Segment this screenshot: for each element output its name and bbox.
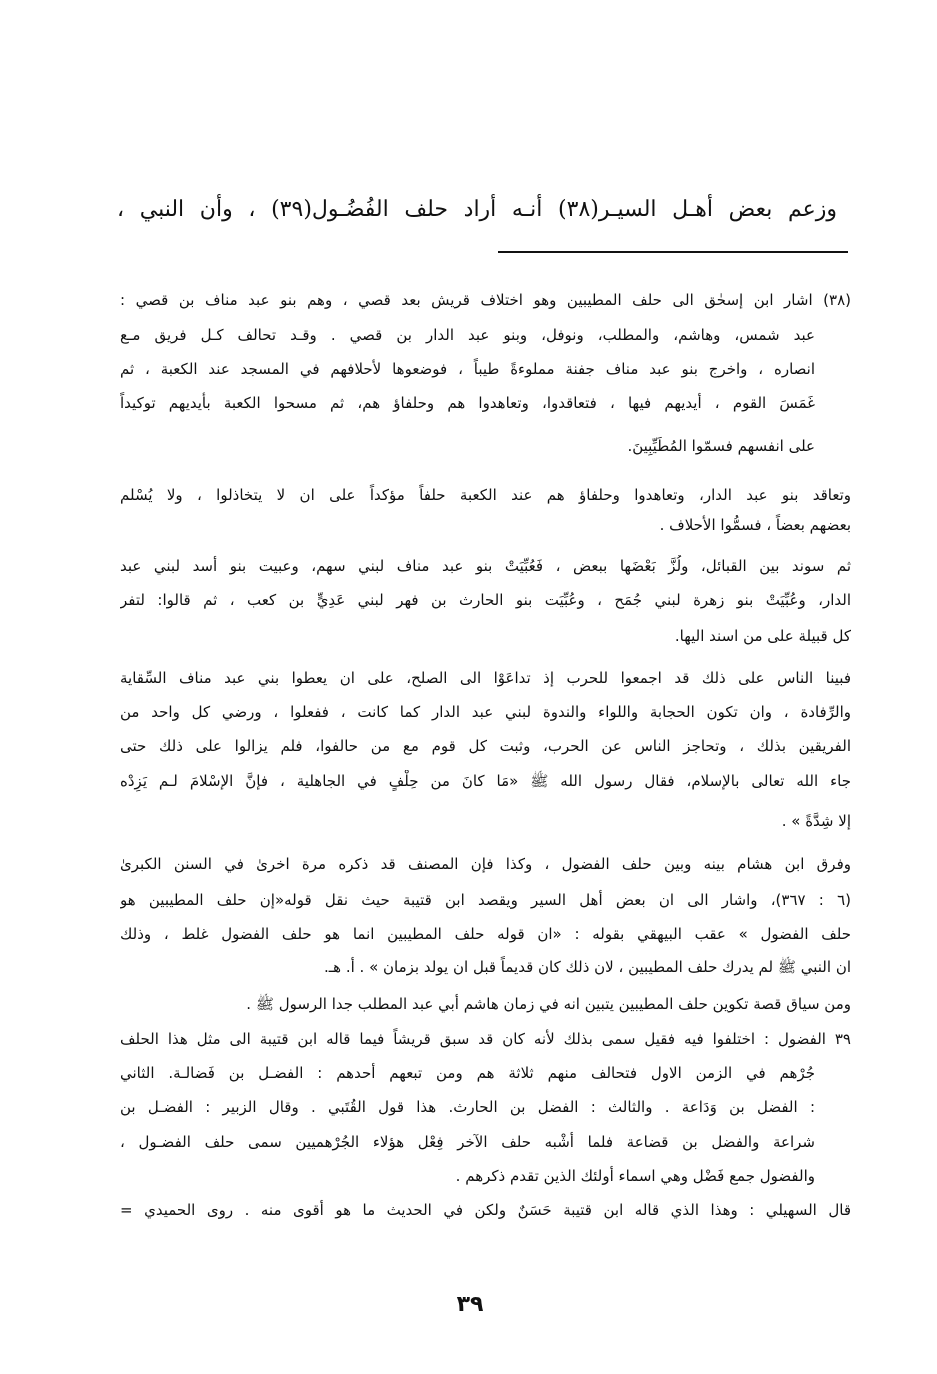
- footnote-38-line: فبينا الناس على ذلك قد اجمعوا للحرب إذ تداعَوْا الى الصلح، على ان يعطوا بني عبد مناف السِّقاية: [120, 669, 851, 687]
- footnote-38-line: ومن سياق قصة تكوين حلف المطيبين يتبين انه في زمان هاشم أبي عبد المطلب جدا الرسول ﷺ .: [246, 995, 851, 1013]
- footnote-38-line: بعضهم بعضاً ، فسمُّوا الأحلاف .: [659, 516, 851, 534]
- footnote-38-line: وفرق ابن هشام بينه وبين حلف الفضول ، وكذا فإن المصنف قد ذكره مرة اخرىٰ في السنن الكبرىٰ: [120, 855, 851, 873]
- footnote-39-line: : الفضل بن وَدَاعة . والثالث : الفضل بن الحارث. هذا قول القُتَبي . وقال الزبير : الفضـل بن: [120, 1098, 815, 1116]
- footnote-38-line: جاء الله تعالى بالإسلام، فقال رسول الله ﷺ «مَا كانَ من حِلْفٍ في الجاهلية ، فإنَّ الإسْلامَ لـم يَزِدْه: [120, 772, 851, 790]
- footnote-38-line: إلا شِدَّةً » .: [781, 812, 851, 830]
- page-number: ٣٩: [456, 1292, 484, 1317]
- footnote-38-line: حلف الفضول » عقب البيهقي بقوله : «ان قوله حلف المطيبين انما هو حلف الفضول غلط ، وذلك: [120, 925, 851, 943]
- footnote-38-line: الفريقين بذلك ، وتحاجز الناس عن الحرب، وثبت كل قوم مع من حالفوا، فلم يزالوا على ذلك حتى: [120, 737, 851, 755]
- footnote-separator: [498, 251, 848, 253]
- footnote-38-line: ثم سوند بين القبائل، ولُزَّ بَعْضَها ببعض ، فَعُبِّيَتْ بنو عبد مناف لبني سهم، وعبيت بنو أسد لبني عبد: [120, 557, 851, 575]
- footnote-39-line: ٣٩ الفضول : اختلفوا فيه فقيل سمى بذلك لأنه كان قد سبق قريشاً فيما قاله ابن قتيبة الى مثل هذا الحلف: [120, 1030, 851, 1048]
- footnote-38-line: (٣٨) اشار ابن إسحٰق الى حلف المطيبين وهو اختلاف قريش بعد قصي ، وهم بنو عبد مناف بن قصي :: [120, 291, 851, 309]
- footnote-38-line: غَمَسَ القوم ، أيديهم فيها ، فتعاقدوا، وتعاهدوا هم وحلفاؤ هم، ثم مسحوا الكعبة بأيديهم توكيداً: [120, 394, 815, 412]
- footnote-38-line: الدار، وعُبِّيَتْ بنو زهرة لبني جُمَح ، وعُبِّيَت بنو الحارث بن فهر لبني عَدِيٍّ بن كعب ، ثم قالوا: لتفر: [120, 591, 851, 609]
- footnote-39-line: جُرْهم في الزمن الاول فتحالف منهم ثلاثة هم ومن تبعهم أحدهم : الفضـل بن فَضالـة. الثاني: [120, 1064, 815, 1082]
- footnote-38-line: ان النبي ﷺ لم يدرك حلف المطيبين ، لان ذلك كان قديماً قبل ان يولد بزمان » . أ. هـ.: [324, 958, 851, 976]
- footnote-38-line: على انفسهم فسمّوا المُطَيِّبِينَ.: [627, 437, 815, 455]
- footnote-39-line: قال السهيلي : وهذا الذي قاله ابن قتيبة حَسَنٌ ولكن في الحديث ما هو أقوى منه . روى الحميدي =: [120, 1201, 851, 1219]
- footnote-38-line: كل قبيلة على من اسند اليها.: [674, 627, 851, 645]
- footnote-38-line: (٦ : ٣٦٧)، واشار الى ان بعض أهل السير ويقصد ابن قتيبة حيث نقل قوله«إن حلف المطيبين هو: [120, 891, 851, 909]
- footnote-39-line: شراعة والفضل بن قضاعة فلما أشْبه حلف الآخر فِعْل هؤلاء الجُرْهميين سمى حلف الفضـول ،: [120, 1133, 815, 1151]
- main-text-line: وزعم بعض أهـل السيـر(٣٨) أنـه أراد حلف الفُضُـول(٣٩) ، وأن النبي ،: [117, 197, 837, 222]
- footnote-38-line: انصاره ، واخرج بنو عبد مناف جفنة مملوءةً طيباً ، فوضعوها لأحلافهم في المسجد عند الكعبة ، ثم: [120, 360, 815, 378]
- footnote-39-line: والفضول جمع فَضْل وهي اسماء أولئك الذين تقدم ذكرهم .: [455, 1167, 815, 1185]
- footnote-38-line: والرِّفادة ، وان تكون الحجابة واللواء والندوة لبني عبد الدار كما كانت ، ففعلوا ، ورضي كل واحد من: [120, 703, 851, 721]
- footnote-38-line: وتعاقد بنو عبد الدار، وتعاهدوا وحلفاؤ هم عند الكعبة حلفاً مؤكداً على ان لا يتخاذلوا ، ولا يُسْلم: [120, 486, 851, 504]
- footnote-38-line: عبد شمس، وهاشم، والمطلب، ونوفل، وبنو عبد الدار بن قصي . وقـد تحالف كـل فريق مـع: [120, 326, 815, 344]
